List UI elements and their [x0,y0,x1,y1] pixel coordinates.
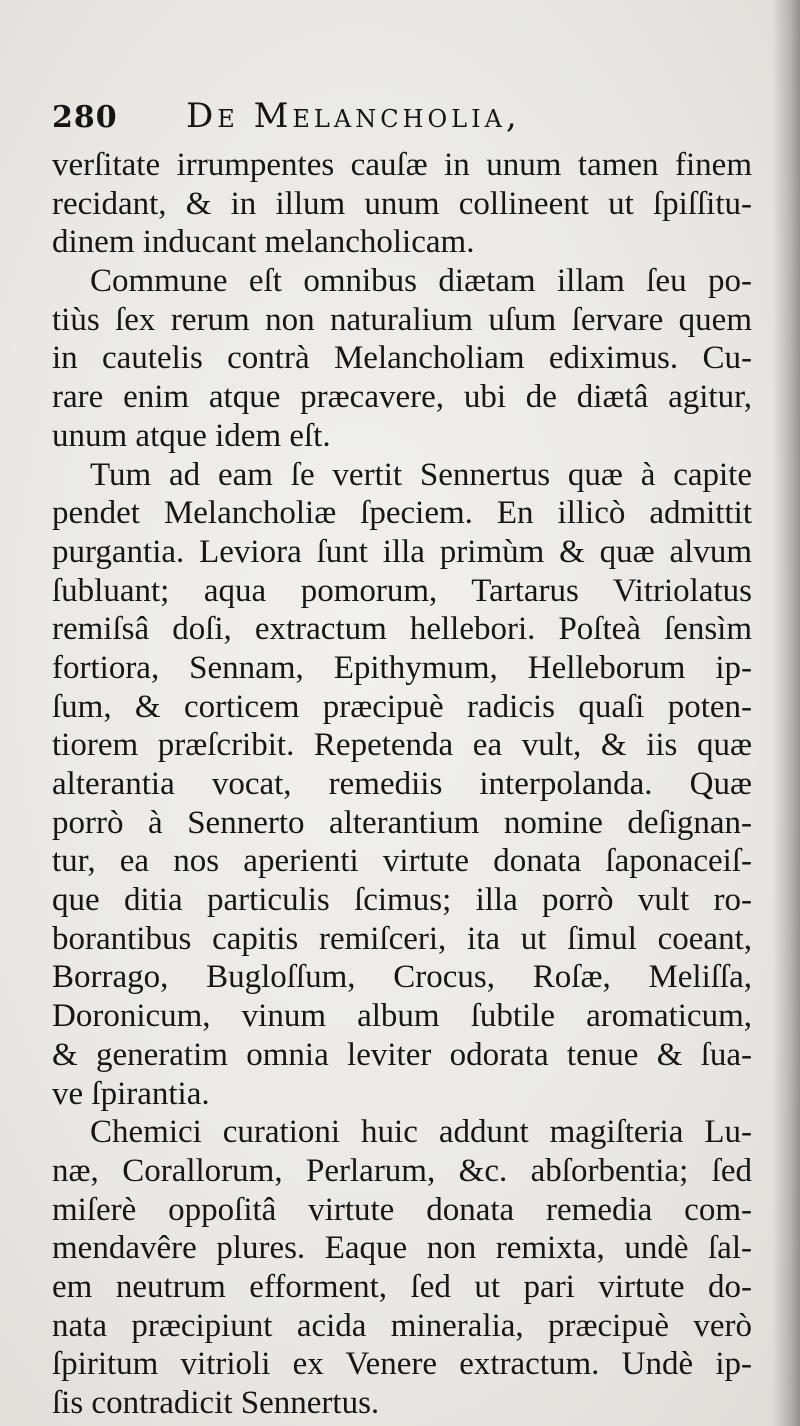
text-line: miſerè oppoſitâ virtute donata remedia com- [52,1191,752,1228]
text-line: nata præcipiunt acida mineralia, præcipuè verò [52,1307,752,1344]
paragraph [52,1113,752,1423]
paragraph [52,262,752,455]
running-head: De Melancholia, [186,96,521,136]
text-line: mendavêre plures. Eaque non remixta, undè ſal- [52,1230,752,1267]
text-line: næ, Corallorum, Perlarum, &c. abſorbentia; ſed [52,1152,752,1189]
body-text [52,146,752,1423]
text-line: tiùs ſex rerum non naturalium uſum ſervare quem [52,301,752,338]
text-line: recidant, & in illum unum collineent ut ſpiſſitu- [52,185,752,222]
text-line: Tum ad eam ſe vertit Sennertus quæ à capite [90,456,752,493]
text-line: Commune eſt omnibus diætam illam ſeu po- [90,263,752,300]
text-line: ſpiritum vitrioli ex Venere extractum. Undè ip- [52,1346,752,1383]
text-line: porrò à Sennerto alterantium nomine deſignan- [52,804,752,841]
page-number: 280 [52,100,118,135]
text-line: pendet Melancholiæ ſpeciem. En illicò admittit [52,495,752,532]
text-line: remiſsâ doſi, extractum hellebori. Poſteà ſensìm [52,611,752,648]
text-line: ſubluant; aqua pomorum, Tartarus Vitriolatus [52,572,752,609]
text-line: fortiora, Sennam, Epithymum, Helleborum ip- [52,649,752,686]
text-line: ſis contradicit Sennertus. [52,1385,380,1421]
text-line: tiorem præſcribit. Repetenda ea vult, & iis quæ [52,727,752,764]
text-line: Chemici curationi huic addunt magiſteria Lu- [90,1114,752,1151]
paragraph [52,456,752,1114]
text-line: unum atque idem eſt. [52,417,331,454]
text-line: & generatim omnia leviter odorata tenue & ſua- [52,1036,752,1073]
page-header [52,96,752,140]
text-line: alterantia vocat, remediis interpolanda. Quæ [52,766,752,802]
text-line: in cautelis contrà Melancholiam ediximus. Cu- [52,340,752,377]
text-line: tur, ea nos aperienti virtute donata ſaponaceiſ- [52,843,752,880]
text-line: ve ſpirantia. [52,1075,210,1112]
text-line: Doronicum, vinum album ſubtile aromaticum, [52,998,752,1035]
text-line: rare enim atque præcavere, ubi de diætâ agitur, [52,379,752,416]
text-line: purgantia. Leviora ſunt illa primùm & quæ alvum [52,533,752,570]
text-line: que ditia particulis ſcimus; illa porrò vult ro- [52,882,752,919]
text-line: verſitate irrumpentes cauſæ in unum tamen finem [52,147,752,183]
page-gutter-shadow [772,0,800,1426]
text-line: ſum, & corticem præcipuè radicis quaſi poten- [52,688,752,725]
text-line: em neutrum efforment, ſed ut pari virtute do- [52,1268,752,1305]
paragraph [52,146,752,262]
text-line: Borrago, Bugloſſum, Crocus, Roſæ, Meliſſa, [52,959,752,996]
text-line: dinem inducant melancholicam. [52,224,475,261]
text-line: borantibus capitis remiſceri, ita ut ſimul coeant, [52,920,752,957]
